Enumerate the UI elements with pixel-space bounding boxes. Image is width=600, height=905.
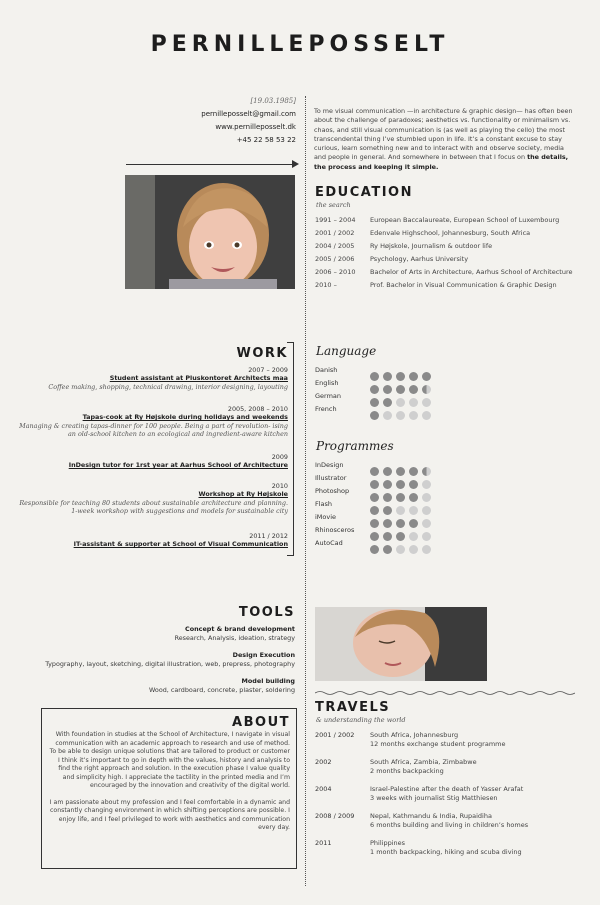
tool-item: Design Execution Typography, layout, sketching, digital illustration, web, prepress, photography [45,651,295,668]
list-item: Danish [315,366,515,376]
list-item: French [315,405,515,415]
work-title: WORK [236,346,288,361]
skill-dot [383,545,392,554]
phone-number: +45 22 58 53 22 [236,136,296,144]
travels-title: TRAVELS [315,700,391,715]
birth-date: [19.03.1985] [250,97,296,105]
programmes-title: Programmes [316,439,394,453]
wavy-divider [315,690,575,696]
work-item: 2009 InDesign tutor for 1rst year at Aarhus School of Architecture [68,453,288,470]
programmes-list [315,461,515,553]
tools-title: TOOLS [238,605,295,620]
list-item: English [315,379,515,389]
about-title: ABOUT [232,715,290,730]
skill-dot [422,411,431,420]
work-item: 2010 Workshop at Ry Højskole Responsible for teaching 80 students about sustainable architecture and planning. 1-week workshop with suggestions and models for sustainable city [19,482,288,516]
list-item: 2011 Philippines 1 month backpacking, hiking and scuba diving [315,839,522,856]
list-item: Rhinosceros [315,526,515,536]
travels-subtitle: & understanding the world [316,716,406,724]
portrait-photo [125,175,295,289]
skill-dot [409,411,418,420]
email-link[interactable]: pernilleposselt@gmail.com [201,110,296,118]
travels-list [315,731,585,861]
work-item: 2011 / 2012 IT-assistant & supporter at School of Visual Communication [73,532,288,549]
education-subtitle: the search [316,201,351,209]
profile-photo [315,607,487,681]
list-item: 2004 Israel-Palestine after the death of Yasser Arafat 3 weeks with journalist Stig Matthiesen [315,785,524,802]
language-list [315,366,515,418]
list-item: AutoCad [315,539,515,549]
skill-dot [383,411,392,420]
list-item: 2001 / 2002 South Africa, Johannesburg 12 months exchange student programme [315,731,506,748]
education-list: 1991 – 2004 European Baccalaureate, European School of Luxembourg 2001 / 2002 Edenvale Highschool, Johannesburg, South Africa 2004 / 2005 Ry Højskole, Journalism & outdoor life 2005 / 2006 Psychology, Aarhus University 2006 – 2010 Bachelor of Arts in Architecture, Aarhus School of Architecture 2010 – Prof. Bachelor in Visual Communication & Graphic Design [315,216,573,289]
arrow-head-icon [292,160,299,168]
skill-dot [370,545,379,554]
tool-item: Model building Wood, cardboard, concrete, plaster, soldering [148,677,295,694]
skill-dots [370,405,435,424]
language-title: Language [316,344,377,358]
work-item: 2007 – 2009 Student assistant at Pluskontoret Architects maa Coffee making, shopping, technical drawing, interior designing, layouting [48,366,288,391]
website-link[interactable]: www.pernilleposselt.dk [215,123,296,131]
skill-dot [409,545,418,554]
list-item: iMovie [315,513,515,523]
skill-dot [396,545,405,554]
list-item: Flash [315,500,515,510]
intro-bold: the details, the process and keeping it simple. [314,153,569,171]
work-bracket [287,342,294,556]
about-text: With foundation in studies at the School of Architecture, I navigate in visual communication with an academic approach to research and use of method. To be able to design unique solutions that are tailored to product or customer I think it’s important to go in depth with the values, history and analysis to find the right approach and solution. In the execution phase I value quality and simplicity high. I appreciate the tactility in the printed media and I’m encouraged by the innovation and creativity of the digital world. I am passionate about my profession and I feel comfortable in a dynamic and constantly changing environment in which shifting perceptions are possible. I enjoy life, and I feel privileged to work with aesthetics and communication every day. [49,731,290,831]
tool-item: Concept & brand development Research, Analysis, ideation, strategy [174,625,295,642]
list-item: Photoshop [315,487,515,497]
arrow-line [126,164,294,165]
skill-dots [370,539,435,558]
education-title: EDUCATION [315,185,413,200]
list-item: InDesign [315,461,515,471]
work-item: 2005, 2008 – 2010 Tapas-cook at Ry Højskole during holidays and weekends Managing & creating tapas-dinner for 100 people. Being a part of revolution- ising an old-school kitchen to an ecological and ingredient-aware kitchen [19,405,288,439]
skill-dot [422,545,431,554]
list-item: German [315,392,515,402]
list-item: 2002 South Africa, Zambia, Zimbabwe 2 months backpacking [315,758,477,775]
about-box [41,708,297,869]
list-item: 2008 / 2009 Nepal, Kathmandu & India, Rupaidiha 6 months building and living in children’s homes [315,812,529,829]
divider-line [305,96,306,886]
intro-text: To me visual communication —in architecture & graphic design— has often been about the challenge of paradoxes; aesthetics vs. functionality or minimalism vs. chaos, and still visual communication is (as well as playing the cello) the most transcendental thing I’ve stumbled upon in life. It’s a constant excuse to stay curious, learn something new and to interact with and observe society, media and people in general. And somewhere in between that I focus on the details, the process and keeping it simple. [314,107,573,171]
skill-dot [396,411,405,420]
list-item: Illustrator [315,474,515,484]
page-title: PERNILLEPOSSELT [150,32,450,57]
skill-dot [370,411,379,420]
